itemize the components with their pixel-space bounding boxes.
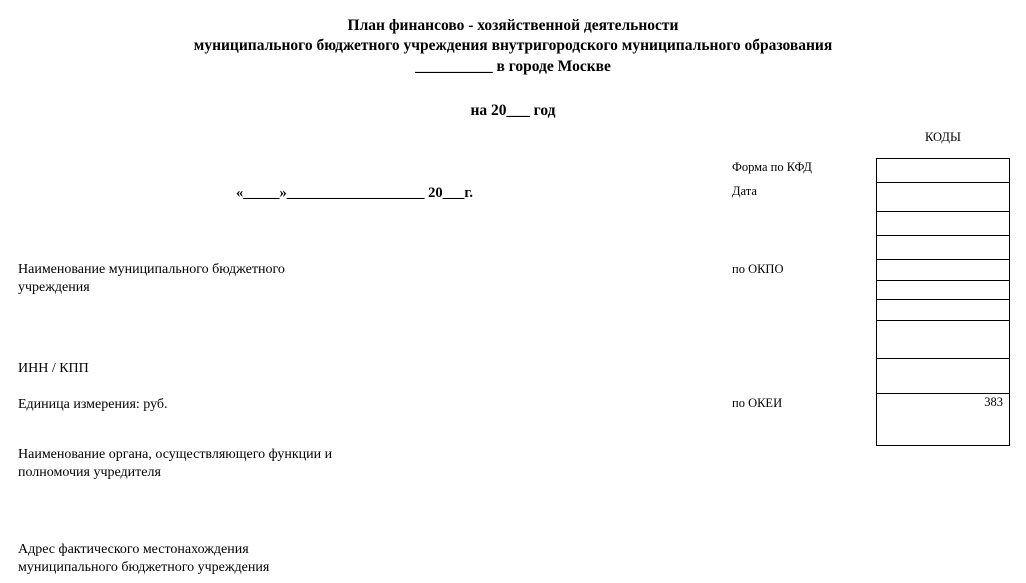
city-line: __________ в городе Москве xyxy=(415,58,611,75)
okei-label: по ОКЕИ xyxy=(732,396,783,410)
code-cell-inn[interactable] xyxy=(876,359,1010,394)
code-cell-8[interactable] xyxy=(876,321,1010,359)
form-kfd-label: Форма по КФД xyxy=(732,160,812,174)
inn-kpp-label: ИНН / КПП xyxy=(18,361,89,376)
okei-value: 383 xyxy=(984,395,1003,409)
year-line: на 20___ год xyxy=(470,102,556,119)
code-cell-okpo[interactable] xyxy=(876,260,1010,281)
institution-name-label: Наименование муниципального бюджетного xyxy=(18,262,285,277)
authority-label-cont: полномочия учредителя xyxy=(18,465,161,480)
code-cell-4[interactable] xyxy=(876,236,1010,260)
code-cell-date[interactable] xyxy=(876,183,1010,212)
document-subtitle: муниципального бюджетного учреждения внутригородского муниципального образования xyxy=(193,37,833,54)
code-cell-okei[interactable] xyxy=(876,394,1010,446)
code-cell-6[interactable] xyxy=(876,281,1010,300)
address-label-cont: муниципального бюджетного учреждения xyxy=(18,560,270,575)
authority-label: Наименование органа, осуществляющего функции и xyxy=(18,447,333,462)
codes-heading: КОДЫ xyxy=(925,130,961,144)
date-line: «_____»___________________ 20___г. xyxy=(236,185,473,201)
date-label: Дата xyxy=(732,184,757,198)
institution-name-label-cont: учреждения xyxy=(18,280,90,295)
okpo-label: по ОКПО xyxy=(732,262,784,276)
document-title: План финансово - хозяйственной деятельности xyxy=(347,17,679,34)
code-cell-3[interactable] xyxy=(876,212,1010,236)
unit-label: Единица измерения: руб. xyxy=(18,397,168,412)
address-label: Адрес фактического местонахождения xyxy=(18,542,249,557)
code-cell-7[interactable] xyxy=(876,300,1010,321)
code-cell-form[interactable] xyxy=(876,158,1010,183)
